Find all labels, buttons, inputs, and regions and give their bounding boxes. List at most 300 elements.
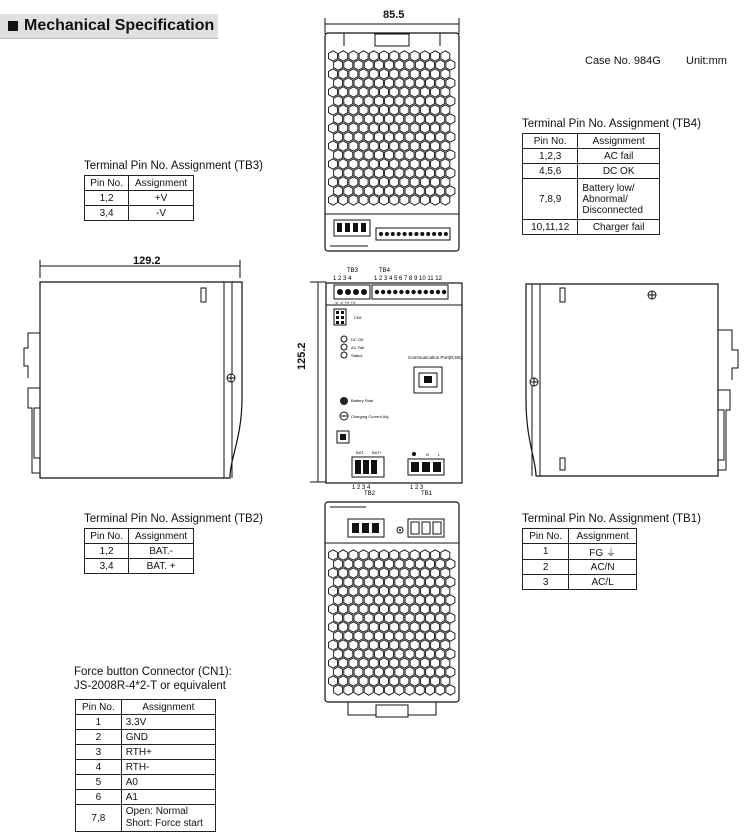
vent-hole bbox=[426, 150, 435, 160]
vent-hole bbox=[441, 658, 450, 668]
terminal-screw bbox=[418, 290, 422, 294]
tb4-assign: DC OK bbox=[578, 164, 660, 179]
vent-hole bbox=[339, 69, 348, 79]
front-view-drawing bbox=[322, 263, 466, 495]
fp-led-status: Status bbox=[351, 353, 363, 358]
section-header bbox=[0, 14, 218, 39]
vent-hole bbox=[415, 150, 424, 160]
vent-hole bbox=[436, 667, 445, 677]
fp-led-ac: AC Fail bbox=[351, 345, 365, 350]
vent-hole bbox=[354, 559, 363, 569]
vent-hole bbox=[329, 87, 338, 97]
vent-hole bbox=[359, 105, 368, 115]
vent-hole bbox=[359, 658, 368, 668]
vent-hole bbox=[385, 577, 394, 587]
vent-hole bbox=[395, 559, 404, 569]
vent-hole bbox=[364, 186, 373, 196]
vent-hole bbox=[426, 60, 435, 70]
vent-hole bbox=[415, 60, 424, 70]
vent-hole bbox=[390, 622, 399, 632]
vent-hole bbox=[334, 667, 343, 677]
cn1-assign: A1 bbox=[121, 790, 215, 805]
vent-hole bbox=[329, 123, 338, 133]
vent-hole bbox=[329, 195, 338, 205]
table-row bbox=[76, 730, 216, 745]
fp-tb3-pins: 1 2 3 4 bbox=[333, 276, 352, 282]
vent-hole bbox=[441, 123, 450, 133]
vent-hole bbox=[354, 150, 363, 160]
table-row bbox=[523, 164, 660, 179]
vent-hole bbox=[329, 141, 338, 151]
terminal-screw bbox=[379, 232, 383, 236]
cn1-assign: GND bbox=[121, 730, 215, 745]
tb4-assign-line: Disconnected bbox=[582, 204, 643, 216]
tb3-pin: 1,2 bbox=[85, 191, 129, 206]
table-row bbox=[76, 805, 216, 832]
vent-hole bbox=[405, 649, 414, 659]
vent-hole bbox=[441, 69, 450, 79]
vent-hole bbox=[354, 595, 363, 605]
vent-hole bbox=[420, 123, 429, 133]
vent-hole bbox=[354, 132, 363, 142]
table-row bbox=[523, 544, 637, 560]
vent-hole bbox=[405, 595, 414, 605]
vent-hole bbox=[390, 640, 399, 650]
vent-hole bbox=[364, 168, 373, 178]
vent-hole bbox=[441, 604, 450, 614]
vent-hole bbox=[395, 150, 404, 160]
vent-hole bbox=[380, 141, 389, 151]
vent-hole bbox=[395, 78, 404, 88]
tb2-assign: BAT. + bbox=[129, 559, 194, 574]
vent-hole bbox=[334, 577, 343, 587]
vent-hole bbox=[420, 195, 429, 205]
tb1-header-pin: Pin No. bbox=[523, 529, 569, 544]
vent-hole bbox=[364, 60, 373, 70]
vent-hole bbox=[369, 586, 378, 596]
vent-hole bbox=[380, 658, 389, 668]
vent-hole bbox=[395, 667, 404, 677]
vent-hole bbox=[390, 105, 399, 115]
vent-hole bbox=[395, 685, 404, 695]
vent-hole bbox=[441, 51, 450, 61]
tb2-assign: BAT.- bbox=[129, 544, 194, 559]
table-row bbox=[76, 745, 216, 760]
vent-hole bbox=[436, 631, 445, 641]
vent-hole bbox=[415, 559, 424, 569]
vent-hole bbox=[364, 667, 373, 677]
vent-hole bbox=[390, 676, 399, 686]
vent-hole bbox=[395, 613, 404, 623]
vent-hole bbox=[400, 586, 409, 596]
vent-hole bbox=[385, 685, 394, 695]
vent-hole bbox=[426, 685, 435, 695]
vent-hole bbox=[380, 676, 389, 686]
vent-hole bbox=[354, 114, 363, 124]
vent-hole bbox=[415, 685, 424, 695]
vent-hole bbox=[369, 51, 378, 61]
vent-hole bbox=[364, 150, 373, 160]
vent-hole bbox=[446, 60, 455, 70]
vent-hole bbox=[369, 141, 378, 151]
vent-hole bbox=[410, 51, 419, 61]
vent-hole bbox=[400, 640, 409, 650]
table-row bbox=[76, 715, 216, 730]
vent-hole bbox=[374, 186, 383, 196]
vent-hole bbox=[334, 60, 343, 70]
vent-hole bbox=[395, 631, 404, 641]
vent-hole bbox=[446, 577, 455, 587]
vent-hole bbox=[420, 105, 429, 115]
vent-hole bbox=[369, 105, 378, 115]
vent-hole bbox=[380, 69, 389, 79]
vent-hole bbox=[339, 87, 348, 97]
vent-hole bbox=[415, 595, 424, 605]
table-row bbox=[523, 220, 660, 235]
vent-hole bbox=[349, 69, 358, 79]
vent-hole bbox=[415, 132, 424, 142]
vent-hole bbox=[374, 631, 383, 641]
vent-hole bbox=[446, 114, 455, 124]
vent-hole bbox=[364, 114, 373, 124]
vent-hole bbox=[395, 577, 404, 587]
vent-hole bbox=[380, 87, 389, 97]
vent-hole bbox=[446, 168, 455, 178]
vent-hole bbox=[415, 168, 424, 178]
tb4-pin: 4,5,6 bbox=[523, 164, 578, 179]
tb1-title: Terminal Pin No. Assignment (TB1) bbox=[522, 513, 701, 525]
tb4-title: Terminal Pin No. Assignment (TB4) bbox=[522, 118, 701, 130]
dimension-height: 125.2 bbox=[296, 342, 308, 370]
vent-hole bbox=[354, 631, 363, 641]
tb2-pin: 1,2 bbox=[85, 544, 129, 559]
vent-hole bbox=[405, 168, 414, 178]
cn1-assign-line: Short: Force start bbox=[125, 818, 203, 829]
cn1-header-pin: Pin No. bbox=[76, 700, 122, 715]
vent-hole bbox=[400, 622, 409, 632]
vent-hole bbox=[339, 159, 348, 169]
vent-hole bbox=[364, 78, 373, 88]
vent-hole bbox=[431, 51, 440, 61]
vent-hole bbox=[349, 195, 358, 205]
vent-hole bbox=[349, 159, 358, 169]
page-title: Mechanical Specification bbox=[24, 17, 215, 34]
cn1-title-line2: JS-2008R-4*2-T or equivalent bbox=[74, 680, 226, 692]
vent-hole bbox=[405, 132, 414, 142]
tb1-assign: AC/N bbox=[569, 560, 637, 575]
tb3-header-pin: Pin No. bbox=[85, 176, 129, 191]
vent-hole bbox=[334, 613, 343, 623]
vent-hole bbox=[420, 658, 429, 668]
vent-hole bbox=[426, 132, 435, 142]
vent-hole bbox=[359, 195, 368, 205]
vent-hole bbox=[420, 586, 429, 596]
vent-hole bbox=[400, 195, 409, 205]
vent-hole bbox=[415, 631, 424, 641]
vent-hole bbox=[334, 631, 343, 641]
vent-hole bbox=[374, 577, 383, 587]
vent-hole bbox=[329, 105, 338, 115]
cn1-assign: 3.3V bbox=[121, 715, 215, 730]
cn1-assign-line: Open: Normal bbox=[125, 806, 188, 817]
vent-hole bbox=[369, 658, 378, 668]
fp-comm-port: Communication Port(RJ45) bbox=[408, 355, 463, 360]
vent-hole bbox=[431, 658, 440, 668]
fp-tb3-label: TB3 bbox=[347, 268, 359, 274]
vent-hole bbox=[415, 613, 424, 623]
tb4-header-assign: Assignment bbox=[578, 134, 660, 149]
vent-hole bbox=[446, 150, 455, 160]
vent-hole bbox=[380, 177, 389, 187]
vent-hole bbox=[349, 105, 358, 115]
fp-cn1-label: CN1 bbox=[354, 315, 363, 320]
terminal-screw bbox=[381, 290, 385, 294]
tb4-pin: 7,8,9 bbox=[523, 179, 578, 220]
cn1-pin: 3 bbox=[76, 745, 122, 760]
vent-hole bbox=[380, 159, 389, 169]
tb1-assign: AC/L bbox=[569, 575, 637, 590]
vent-hole bbox=[390, 123, 399, 133]
vent-hole bbox=[385, 114, 394, 124]
vent-hole bbox=[344, 168, 353, 178]
vent-hole bbox=[431, 568, 440, 578]
table-row bbox=[523, 575, 637, 590]
vent-hole bbox=[446, 132, 455, 142]
bottom-view-drawing bbox=[320, 497, 464, 722]
vent-hole bbox=[344, 132, 353, 142]
terminal-screw bbox=[444, 232, 448, 236]
vent-hole bbox=[405, 186, 414, 196]
vent-hole bbox=[385, 168, 394, 178]
vent-hole bbox=[400, 51, 409, 61]
cn1-pin: 7,8 bbox=[76, 805, 122, 832]
vent-hole bbox=[344, 78, 353, 88]
vent-hole bbox=[329, 658, 338, 668]
table-row bbox=[85, 544, 194, 559]
vent-hole bbox=[410, 586, 419, 596]
vent-hole bbox=[436, 559, 445, 569]
vent-hole bbox=[431, 123, 440, 133]
vent-hole bbox=[400, 105, 409, 115]
cn1-pin: 2 bbox=[76, 730, 122, 745]
vent-hole bbox=[400, 676, 409, 686]
fp-tb2-label: TB2 bbox=[364, 491, 376, 495]
tb2-pin: 3,4 bbox=[85, 559, 129, 574]
vent-hole bbox=[344, 96, 353, 106]
vent-hole bbox=[426, 78, 435, 88]
vent-hole bbox=[344, 559, 353, 569]
terminal-screw bbox=[411, 290, 415, 294]
vent-hole bbox=[374, 132, 383, 142]
vent-hole bbox=[359, 87, 368, 97]
vent-hole bbox=[426, 168, 435, 178]
vent-hole bbox=[410, 640, 419, 650]
vent-hole bbox=[415, 649, 424, 659]
vent-hole bbox=[415, 577, 424, 587]
vent-hole bbox=[349, 550, 358, 560]
vent-hole bbox=[359, 141, 368, 151]
vent-hole bbox=[410, 658, 419, 668]
vent-hole bbox=[380, 586, 389, 596]
vent-hole bbox=[380, 51, 389, 61]
vent-hole bbox=[426, 667, 435, 677]
vent-hole bbox=[431, 676, 440, 686]
cn1-assign bbox=[121, 805, 215, 832]
vent-hole bbox=[395, 96, 404, 106]
tb1-assign bbox=[569, 544, 637, 560]
cn1-pin: 5 bbox=[76, 775, 122, 790]
vent-hole bbox=[380, 604, 389, 614]
vent-hole bbox=[441, 105, 450, 115]
vent-hole bbox=[385, 667, 394, 677]
fp-tb1-n: N bbox=[426, 452, 429, 457]
vent-hole bbox=[441, 550, 450, 560]
fp-charging-adj: Charging Current Adj. bbox=[351, 414, 390, 419]
tb4-header-pin: Pin No. bbox=[523, 134, 578, 149]
vent-hole bbox=[400, 69, 409, 79]
vent-hole bbox=[426, 649, 435, 659]
tb3-title: Terminal Pin No. Assignment (TB3) bbox=[84, 160, 263, 172]
fp-tb1-pins: 1 2 3 bbox=[410, 485, 424, 491]
vent-hole bbox=[339, 658, 348, 668]
vent-hole bbox=[410, 195, 419, 205]
table-row bbox=[76, 790, 216, 805]
vent-hole bbox=[420, 550, 429, 560]
vent-hole bbox=[390, 568, 399, 578]
vent-hole bbox=[405, 96, 414, 106]
vent-hole bbox=[334, 685, 343, 695]
vent-hole bbox=[441, 586, 450, 596]
cn1-title-line1: Force button Connector (CN1): bbox=[74, 666, 232, 678]
vent-hole bbox=[400, 159, 409, 169]
vent-hole bbox=[431, 159, 440, 169]
vent-hole bbox=[441, 622, 450, 632]
vent-hole bbox=[344, 114, 353, 124]
cn1-assign: RTH+ bbox=[121, 745, 215, 760]
cn1-table bbox=[75, 699, 216, 832]
vent-hole bbox=[436, 96, 445, 106]
tb3-assign: +V bbox=[129, 191, 194, 206]
vent-hole bbox=[344, 186, 353, 196]
fp-tb2-pins: 1 2 3 4 bbox=[352, 485, 371, 491]
terminal-screw bbox=[393, 290, 397, 294]
vent-hole bbox=[390, 87, 399, 97]
vent-hole bbox=[395, 186, 404, 196]
vent-hole bbox=[374, 613, 383, 623]
vent-hole bbox=[344, 577, 353, 587]
terminal-screw bbox=[409, 232, 413, 236]
vent-hole bbox=[359, 604, 368, 614]
vent-hole bbox=[436, 649, 445, 659]
vent-hole bbox=[364, 685, 373, 695]
vent-hole bbox=[431, 87, 440, 97]
terminal-screw bbox=[403, 232, 407, 236]
vent-hole bbox=[446, 685, 455, 695]
vent-hole bbox=[354, 168, 363, 178]
vent-hole bbox=[415, 96, 424, 106]
vent-hole bbox=[380, 105, 389, 115]
vent-hole bbox=[339, 604, 348, 614]
terminal-screw bbox=[391, 232, 395, 236]
vent-hole bbox=[385, 132, 394, 142]
vent-hole bbox=[374, 168, 383, 178]
vent-hole bbox=[385, 96, 394, 106]
vent-hole bbox=[359, 676, 368, 686]
vent-hole bbox=[431, 141, 440, 151]
vent-hole bbox=[344, 631, 353, 641]
vent-hole bbox=[349, 141, 358, 151]
vent-hole bbox=[349, 640, 358, 650]
vent-hole bbox=[395, 60, 404, 70]
vent-hole bbox=[339, 568, 348, 578]
vent-hole bbox=[436, 150, 445, 160]
fp-tb4-label: TB4 bbox=[379, 268, 391, 274]
vent-hole bbox=[339, 676, 348, 686]
unit-label: Unit:mm bbox=[686, 55, 727, 67]
vent-hole bbox=[359, 622, 368, 632]
table-row bbox=[76, 760, 216, 775]
vent-hole bbox=[374, 78, 383, 88]
tb2-header-assign: Assignment bbox=[129, 529, 194, 544]
vent-hole bbox=[344, 595, 353, 605]
tb4-assign-line: Battery low/ bbox=[582, 182, 635, 194]
vent-hole bbox=[400, 568, 409, 578]
vent-hole bbox=[339, 195, 348, 205]
dimension-width: 85.5 bbox=[383, 9, 405, 21]
tb1-table bbox=[522, 528, 637, 590]
vent-hole bbox=[405, 114, 414, 124]
vent-hole bbox=[385, 559, 394, 569]
vent-hole bbox=[436, 577, 445, 587]
vent-hole bbox=[410, 604, 419, 614]
vent-hole bbox=[420, 568, 429, 578]
vent-hole bbox=[374, 60, 383, 70]
cn1-pin: 4 bbox=[76, 760, 122, 775]
vent-hole bbox=[339, 586, 348, 596]
vent-hole bbox=[344, 685, 353, 695]
vent-hole bbox=[369, 87, 378, 97]
right-side-view-drawing bbox=[518, 280, 743, 485]
vent-hole bbox=[339, 622, 348, 632]
vent-hole bbox=[349, 123, 358, 133]
terminal-screw bbox=[430, 290, 434, 294]
terminal-screw bbox=[414, 232, 418, 236]
vent-hole bbox=[441, 159, 450, 169]
terminal-screw bbox=[375, 290, 379, 294]
vent-hole bbox=[395, 168, 404, 178]
vent-hole bbox=[426, 96, 435, 106]
vent-hole bbox=[385, 186, 394, 196]
vent-hole bbox=[420, 141, 429, 151]
vent-hole bbox=[395, 132, 404, 142]
vent-hole bbox=[380, 195, 389, 205]
vent-hole bbox=[390, 604, 399, 614]
fp-tb4-pins: 1 2 3 4 5 6 7 8 9 10 11 12 bbox=[374, 276, 442, 282]
vent-hole bbox=[364, 631, 373, 641]
vent-hole bbox=[405, 577, 414, 587]
vent-hole bbox=[359, 123, 368, 133]
vent-hole bbox=[385, 150, 394, 160]
vent-hole bbox=[446, 667, 455, 677]
terminal-screw bbox=[424, 290, 428, 294]
vent-hole bbox=[420, 51, 429, 61]
vent-hole bbox=[385, 78, 394, 88]
vent-hole bbox=[380, 622, 389, 632]
dimension-depth: 129.2 bbox=[133, 255, 161, 267]
vent-hole bbox=[329, 568, 338, 578]
vent-hole bbox=[344, 613, 353, 623]
vent-hole bbox=[329, 51, 338, 61]
